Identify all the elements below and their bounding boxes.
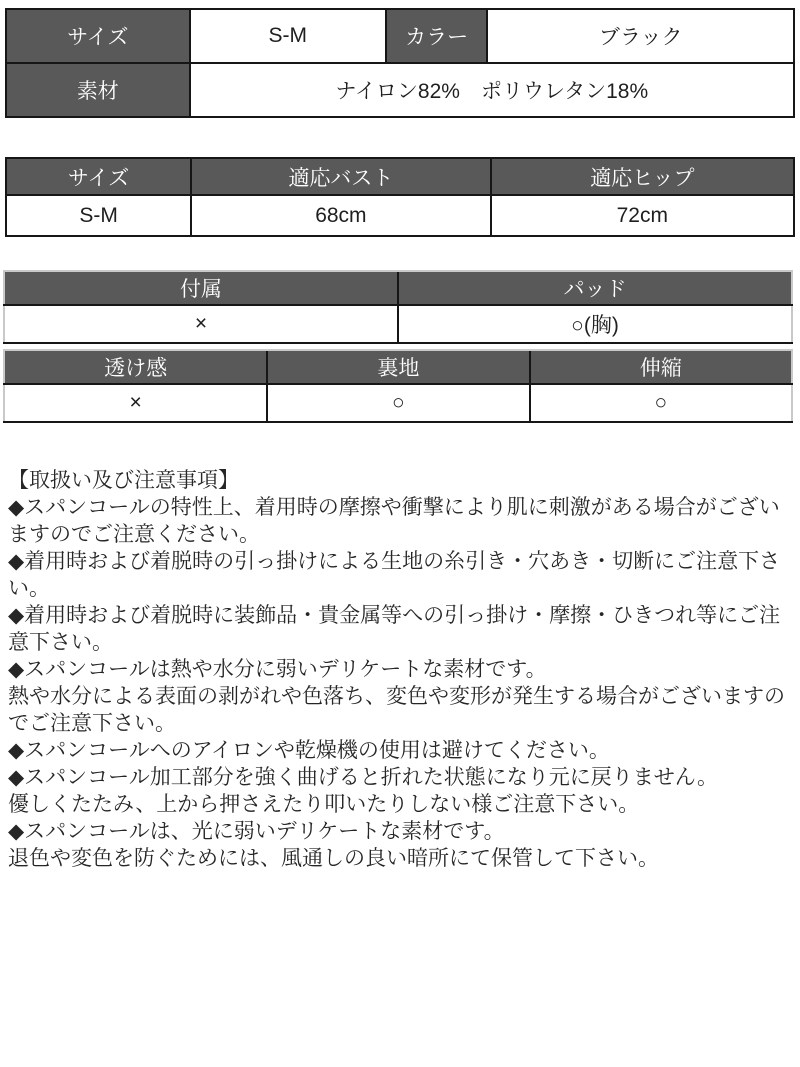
size-value: S-M — [190, 9, 386, 63]
sheerness-header: 透け感 — [4, 350, 267, 384]
size-header: サイズ — [6, 9, 190, 63]
color-header: カラー — [386, 9, 488, 63]
care-note-line: ◆着用時および着脱時の引っ掛けによる生地の糸引き・穴あき・切断にご注意下さい。 — [8, 550, 781, 600]
measurements-table — [5, 157, 795, 237]
sheerness-value: × — [4, 384, 267, 422]
accessories-value: × — [4, 305, 398, 343]
lining-header: 裏地 — [267, 350, 529, 384]
care-note-line: 優しくたたみ、上から押さえたり叩いたりしない様ご注意下さい。 — [8, 793, 640, 816]
care-note-line: ◆スパンコールは、光に弱いデリケートな素材です。 — [8, 820, 505, 843]
material-header: 素材 — [6, 63, 190, 117]
care-notes-title: 【取扱い及び注意事項】 — [8, 469, 239, 492]
care-note-line: 退色や変色を防ぐためには、風通しの良い暗所にて保管して下さい。 — [8, 847, 659, 870]
care-note-line: ◆着用時および着脱時に装飾品・貴金属等への引っ掛け・摩擦・ひきつれ等にご注意下さい。 — [8, 604, 781, 654]
care-note-line: ◆スパンコールへのアイロンや乾燥機の使用は避けてください。 — [8, 739, 610, 762]
accessories-pad-table — [3, 270, 793, 344]
stretch-value: ○ — [530, 384, 792, 422]
measurements-size-value: S-M — [6, 195, 191, 236]
care-note-line: ◆スパンコールは熱や水分に弱いデリケートな素材です。 — [8, 658, 547, 681]
measurements-bust-header: 適応バスト — [191, 158, 490, 195]
lining-value: ○ — [267, 384, 529, 422]
accessories-header: 付属 — [4, 271, 398, 305]
stretch-header: 伸縮 — [530, 350, 792, 384]
care-note-line: ◆スパンコール加工部分を強く曲げると折れた状態になり元に戻りません。 — [8, 766, 718, 789]
pad-value: ○(胸) — [398, 305, 792, 343]
size-color-material-table — [5, 8, 795, 118]
care-note-line: ◆スパンコールの特性上、着用時の摩擦や衝撃により肌に刺激がある場合がございますのでご注意ください。 — [8, 496, 780, 546]
measurements-bust-value: 68cm — [191, 195, 490, 236]
measurements-hip-value: 72cm — [491, 195, 794, 236]
material-value: ナイロン82% ポリウレタン18% — [190, 63, 794, 117]
care-note-line: 熱や水分による表面の剥がれや色落ち、変色や変形が発生する場合がございますのでご注意下さい。 — [8, 685, 785, 735]
measurements-size-header: サイズ — [6, 158, 191, 195]
features-table — [3, 349, 793, 423]
care-notes — [8, 467, 790, 872]
measurements-hip-header: 適応ヒップ — [491, 158, 794, 195]
pad-header: パッド — [398, 271, 792, 305]
color-value: ブラック — [487, 9, 794, 63]
